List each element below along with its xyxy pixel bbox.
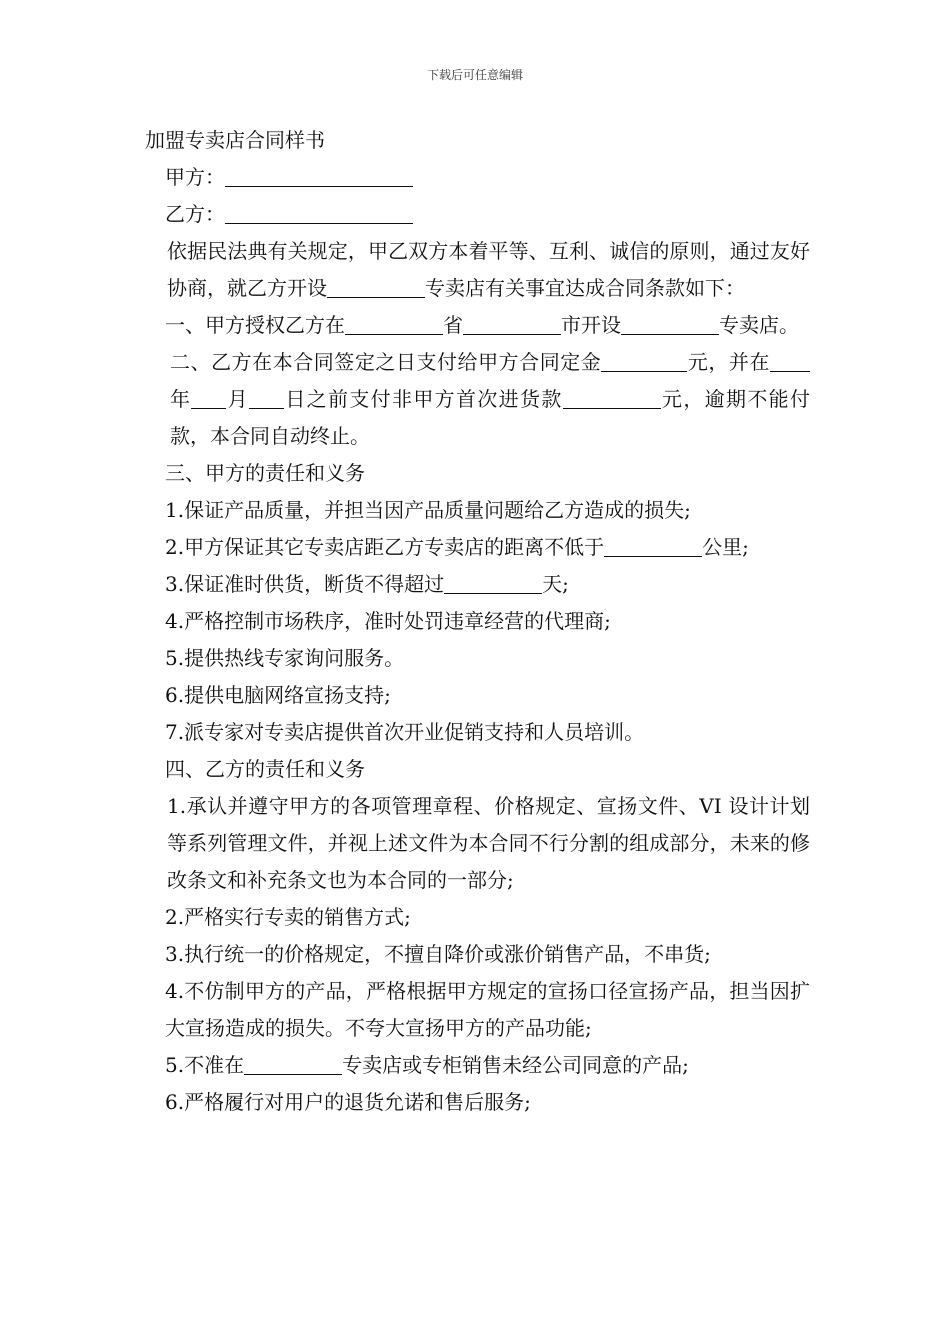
deposit-blank[interactable] (601, 349, 687, 372)
store-type-blank[interactable] (244, 1052, 342, 1075)
party-a-line: 甲方： (145, 159, 810, 196)
section-3-heading: 三、甲方的责任和义务 (165, 461, 365, 485)
clause-1: 一、甲方授权乙方在 省 市开设 专卖店。 (165, 313, 799, 337)
payment-blank[interactable] (563, 386, 661, 409)
clause-2: 二、乙方在本合同签定之日支付给甲方合同定金 元，并在年 月 日之前支付非甲方首次进货款 元，逾期不能付款，本合同自动终止。 (170, 350, 811, 448)
store-blank[interactable] (621, 312, 719, 335)
section-3-item-5: 5.提供热线专家询问服务。 (165, 646, 405, 670)
section-3-item-3: 3.保证准时供货，断货不得超过 天; (165, 572, 569, 596)
city-blank[interactable] (463, 312, 561, 335)
section-4-item-1: 1.承认并遵守甲方的各项管理章程、价格规定、宣扬文件、VI 设计计划等系列管理文件，并视上述文件为本合同不行分割的组成部分，未来的修改条文和补充条文也为本合同的一部分; (167, 794, 810, 892)
days-blank[interactable] (444, 571, 542, 594)
party-b-line: 乙方： (145, 196, 810, 233)
intro-paragraph: 依据民法典有关规定，甲乙双方本着平等、互利、诚信的原则，通过友好协商，就乙方开设 专卖店有关事宜达成合同条款如下： (167, 239, 810, 300)
section-3-item-6: 6.提供电脑网络宣扬支持; (165, 683, 391, 707)
day-blank[interactable] (249, 386, 284, 409)
section-4-heading: 四、乙方的责任和义务 (165, 757, 365, 781)
section-3-item-7: 7.派专家对专卖店提供首次开业促销支持和人员培训。 (165, 720, 645, 744)
contract-title: 加盟专卖店合同样书 (145, 128, 325, 152)
section-3-item-1: 1.保证产品质量，并担当因产品质量问题给乙方造成的损失; (165, 498, 691, 522)
section-3-item-4: 4.严格控制市场秩序，准时处罚违章经营的代理商; (165, 609, 611, 633)
party-b-blank[interactable] (225, 201, 413, 224)
distance-blank[interactable] (604, 534, 702, 557)
section-4-item-5: 5.不准在 专卖店或专柜销售未经公司同意的产品; (165, 1053, 689, 1077)
section-4-item-6: 6.严格履行对用户的退货允诺和售后服务; (165, 1090, 531, 1114)
contract-body (145, 122, 810, 1121)
section-4-item-3: 3.执行统一的价格规定，不擅自降价或涨价销售产品，不串货; (165, 942, 711, 966)
store-name-blank[interactable] (327, 275, 425, 298)
month-blank[interactable] (191, 386, 226, 409)
party-a-blank[interactable] (225, 164, 413, 187)
page-header: 下载后可任意编辑 (426, 68, 523, 82)
province-blank[interactable] (345, 312, 443, 335)
section-4-item-4: 4.不仿制甲方的产品，严格根据甲方规定的宣扬口径宣扬产品，担当因扩大宣扬造成的损失。不夸大宣扬甲方的产品功能; (165, 979, 810, 1040)
section-3-item-2: 2.甲方保证其它专卖店距乙方专卖店的距离不低于 公里; (165, 535, 749, 559)
section-4-item-2: 2.严格实行专卖的销售方式; (165, 905, 411, 929)
year-blank[interactable] (770, 349, 810, 372)
